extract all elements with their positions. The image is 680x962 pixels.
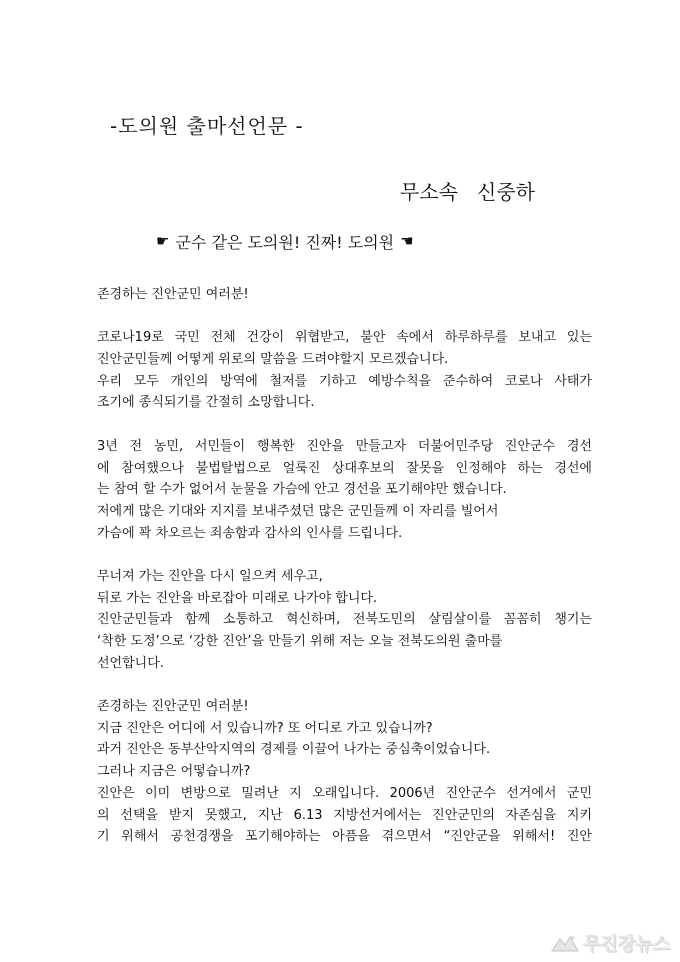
document-body [97, 284, 592, 848]
body-line: 에 참여했으나 불법탈법으로 얼룩진 상대후보의 잘못을 인정해야 하는 경선에 [97, 460, 592, 476]
body-line: 선언합니다. [97, 655, 164, 671]
slogan-text: 군수 같은 도의원! 진짜! 도의원 [175, 233, 395, 252]
watermark-text: 무진장뉴스 [583, 934, 670, 955]
paragraph-gap [97, 414, 592, 436]
paragraph-gap [97, 544, 592, 566]
body-line: 진안은 이미 변방으로 밀려난 지 오래입니다. 2006년 진안군수 선거에서 군민 [97, 785, 592, 801]
body-line: 우리 모두 개인의 방역에 철저를 기하고 예방수칙을 준수하여 코로나 사태가 [97, 373, 592, 389]
body-line: 진안군민들께 어떻게 위로의 말씀을 드려야할지 모르겠습니다. [97, 352, 449, 368]
body-line: 그러나 지금은 어떻습니까? [97, 764, 251, 780]
body-line: 진안군민들과 함께 소통하고 혁신하며, 전북도민의 살림살이를 꼼꼼히 챙기는 [97, 612, 592, 628]
body-line: 가슴에 꽉 차오르는 죄송함과 감사의 인사를 드립니다. [97, 525, 403, 541]
body-line: 뒤로 가는 진안을 바로잡아 미래로 나가야 합니다. [97, 590, 378, 606]
document-title: -도의원 출마선언문 - [110, 114, 304, 138]
body-line: ‘착한 도정’으로 ‘강한 진안’을 만들기 위해 저는 오늘 전북도의원 출마를 [97, 634, 503, 649]
pointing-hand-right-icon: ☛ [156, 232, 170, 250]
body-line: 3년 전 농민, 서민들이 행복한 진안을 만들고자 더불어민주당 진안군수 경선 [97, 438, 592, 454]
watermark [551, 930, 670, 956]
body-line: 조기에 종식되기를 간절히 소망합니다. [97, 395, 315, 411]
body-line: 저에게 많은 기대와 지지를 보내주셨던 많은 군민들께 이 자리를 빌어서 [97, 503, 499, 519]
body-line: 코로나19로 국민 전체 건강이 위협받고, 불안 속에서 하루하루를 보내고 있는 [97, 330, 592, 346]
body-line: 는 참여 할 수가 없어서 눈물을 가슴에 안고 경선을 포기해야만 했습니다. [97, 482, 507, 498]
pointing-hand-left-icon: ☚ [400, 232, 414, 250]
body-line: 존경하는 진안군민 여러분! [97, 287, 249, 302]
body-line: 기 위해서 공천경쟁을 포기해야하는 아픔을 겪으면서 “진안군을 위해서! 진안 [97, 829, 592, 845]
author-line: 무소속 신중하 [400, 180, 535, 204]
body-line: 지금 진안은 어디에 서 있습니까? 또 어디로 가고 있습니까? [97, 720, 433, 736]
body-line: 무너져 가는 진안을 다시 일으켜 세우고, [97, 568, 323, 584]
body-line: 과거 진안은 동부산악지역의 경제를 이끌어 나가는 중심축이었습니다. [97, 742, 491, 758]
body-line: 존경하는 진안군민 여러분! [97, 699, 249, 715]
mountain-logo-icon [551, 933, 579, 953]
body-line: 의 선택을 받지 못했고, 지난 6.13 지방선거에서는 진안군민의 자존심을 지키 [97, 807, 592, 823]
paragraph-gap [97, 306, 592, 328]
paragraph-gap [97, 674, 592, 696]
slogan [156, 230, 414, 253]
